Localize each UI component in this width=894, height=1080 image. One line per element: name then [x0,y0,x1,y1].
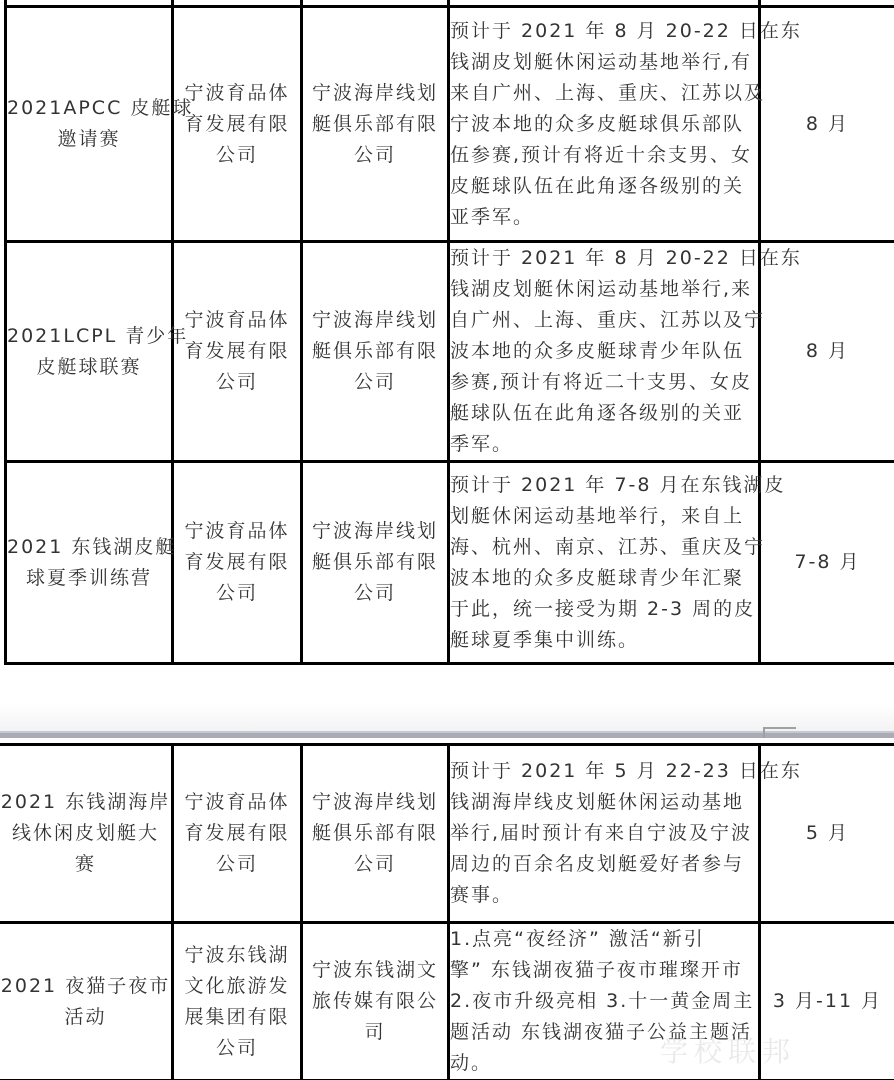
event-name-cell [0,923,173,1080]
description-line: 划艇休闲运动基地举行，来自上 [450,504,745,527]
description-line: 预计于 2021 年 5 月 22-23 日在东 [450,760,802,782]
executor-line: 艇俱乐部有限 [311,551,438,573]
description-cell [449,7,802,242]
executor-line: 宁波东钱湖文 [311,959,438,981]
description-cell [449,745,802,923]
event-name-line: 2021 东钱湖皮艇 [7,535,177,558]
description-line: 周边的百余名皮划艇爱好者参与 [450,853,745,875]
event-name-line: 2021LCPL 青少年 [7,324,189,347]
description-line: 举行,届时预计有来自宁波及宁波 [450,822,753,844]
description-line: 波本地的众多皮艇球青少年汇聚 [450,566,745,589]
organizer-line: 宁波育品体 [184,520,290,542]
event-name-line: 邀请赛 [57,128,121,150]
event-name-cell [6,462,177,664]
event-name-cell [6,7,194,242]
description-line: 赛事。 [450,884,514,906]
description-line: 题活动 东钱湖夜猫子公益主题活 [450,1021,753,1043]
document-page-2 [0,738,894,1080]
event-name-line: 赛 [74,853,96,875]
description-line: 预计于 2021 年 8 月 20-22 日在东 [450,19,802,42]
executor-line: 公司 [353,853,396,875]
description-line: 动。 [450,1052,493,1074]
organizer-line: 育发展有限 [184,340,290,362]
executor-cell [302,745,449,923]
event-name-line: 2021 东钱湖海岸 [0,791,171,813]
description-line: 预计于 2021 年 8 月 20-22 日在东 [450,247,802,269]
description-cell [449,462,786,664]
description-line: 钱湖皮划艇休闲运动基地举行,有 [450,50,753,73]
executor-line: 公司 [353,143,396,166]
table-row [6,462,894,664]
executor-line: 艇俱乐部有限 [311,822,438,844]
watermark-text: 学校联邦 [660,1035,797,1068]
description-line: 波本地的众多皮艇球青少年队伍 [450,340,745,362]
executor-line: 宁波海岸线划 [311,520,438,542]
description-line: 钱湖海岸线皮划艇休闲运动基地 [450,791,745,813]
page-gap [0,666,894,735]
description-line: 参赛,预计有将近二十支男、女皮 [450,371,753,393]
event-name-line: 球夏季训练营 [25,566,152,589]
time-cell: 8 月 [760,7,894,242]
description-line: 擎” 东钱湖夜猫子夜市璀璨开市 [450,959,743,981]
organizer-line: 公司 [215,143,258,166]
events-table-page-1 [4,0,894,665]
organizer-line: 展集团有限 [184,1005,290,1028]
executor-cell [302,7,449,242]
time-cell: 5 月 [760,745,894,923]
description-line: 伍参赛,预计有将近十余支男、女 [450,143,753,166]
description-line: 艇球夏季集中训练。 [450,628,640,651]
organizer-line: 公司 [215,853,258,875]
description-line: 钱湖皮划艇休闲运动基地举行,来 [450,278,753,300]
organizer-cell [173,923,302,1080]
description-line: 海、杭州、南京、江苏、重庆及宁 [450,535,766,558]
time-cell: 3 月-11 月 [760,923,894,1080]
time-cell: 7-8 月 [760,462,894,664]
executor-line: 公司 [353,371,396,393]
description-line: 艇球队伍在此角逐各级别的关亚 [450,402,745,424]
description-line: 来自广州、上海、重庆、江苏以及 [450,81,766,104]
executor-cell [302,242,449,462]
description-line: 亚季军。 [450,205,535,228]
executor-line: 艇俱乐部有限 [311,340,438,362]
event-name-line: 线休闲皮划艇大 [11,822,159,844]
organizer-line: 公司 [215,582,258,604]
executor-cell [302,923,449,1080]
description-line: 于此，统一接受为期 2-3 周的皮 [450,597,756,620]
executor-line: 宁波海岸线划 [311,791,438,813]
description-line: 预计于 2021 年 7-8 月在东钱湖皮 [450,473,786,496]
event-name-line: 皮艇球联赛 [36,355,142,378]
event-name-cell [0,745,173,923]
organizer-cell [173,745,302,923]
description-line: 2.夜市升级亮相 3.十一黄金周主 [450,990,755,1012]
executor-cell [302,462,449,664]
time-cell: 8 月 [760,242,894,462]
table-row [0,745,894,923]
organizer-line: 育发展有限 [184,551,290,573]
organizer-line: 文化旅游发 [184,974,290,997]
event-name-line: 2021 夜猫子夜市 [0,974,171,997]
executor-line: 宁波海岸线划 [311,81,438,104]
organizer-line: 育发展有限 [184,822,290,844]
event-name-cell [6,242,189,462]
executor-line: 公司 [353,582,396,604]
table-row [6,242,894,462]
description-cell [449,242,802,462]
description-line: 1.点亮“夜经济” 激活“新引 [450,928,705,950]
organizer-cell [173,242,302,462]
organizer-line: 宁波育品体 [184,309,290,331]
description-line: 皮艇球队伍在此角逐各级别的关 [450,174,745,197]
organizer-cell [173,7,302,242]
description-line: 宁波本地的众多皮艇球俱乐部队 [450,112,745,135]
organizer-line: 公司 [215,1036,258,1059]
description-line: 自广州、上海、重庆、江苏以及宁 [450,309,766,331]
organizer-line: 育发展有限 [184,112,290,135]
event-name-line: 2021APCC 皮艇球 [7,97,194,119]
table-row [6,7,894,242]
organizer-line: 宁波育品体 [184,81,290,104]
executor-line: 旅传媒有限公 [311,990,438,1012]
executor-line: 司 [364,1021,386,1043]
organizer-cell [173,462,302,664]
executor-line: 艇俱乐部有限 [311,112,438,135]
organizer-line: 宁波东钱湖 [184,943,290,966]
organizer-line: 公司 [215,371,258,393]
description-line: 季军。 [450,433,514,455]
organizer-line: 宁波育品体 [184,791,290,813]
executor-line: 宁波海岸线划 [311,309,438,331]
event-name-line: 活动 [64,1005,107,1028]
